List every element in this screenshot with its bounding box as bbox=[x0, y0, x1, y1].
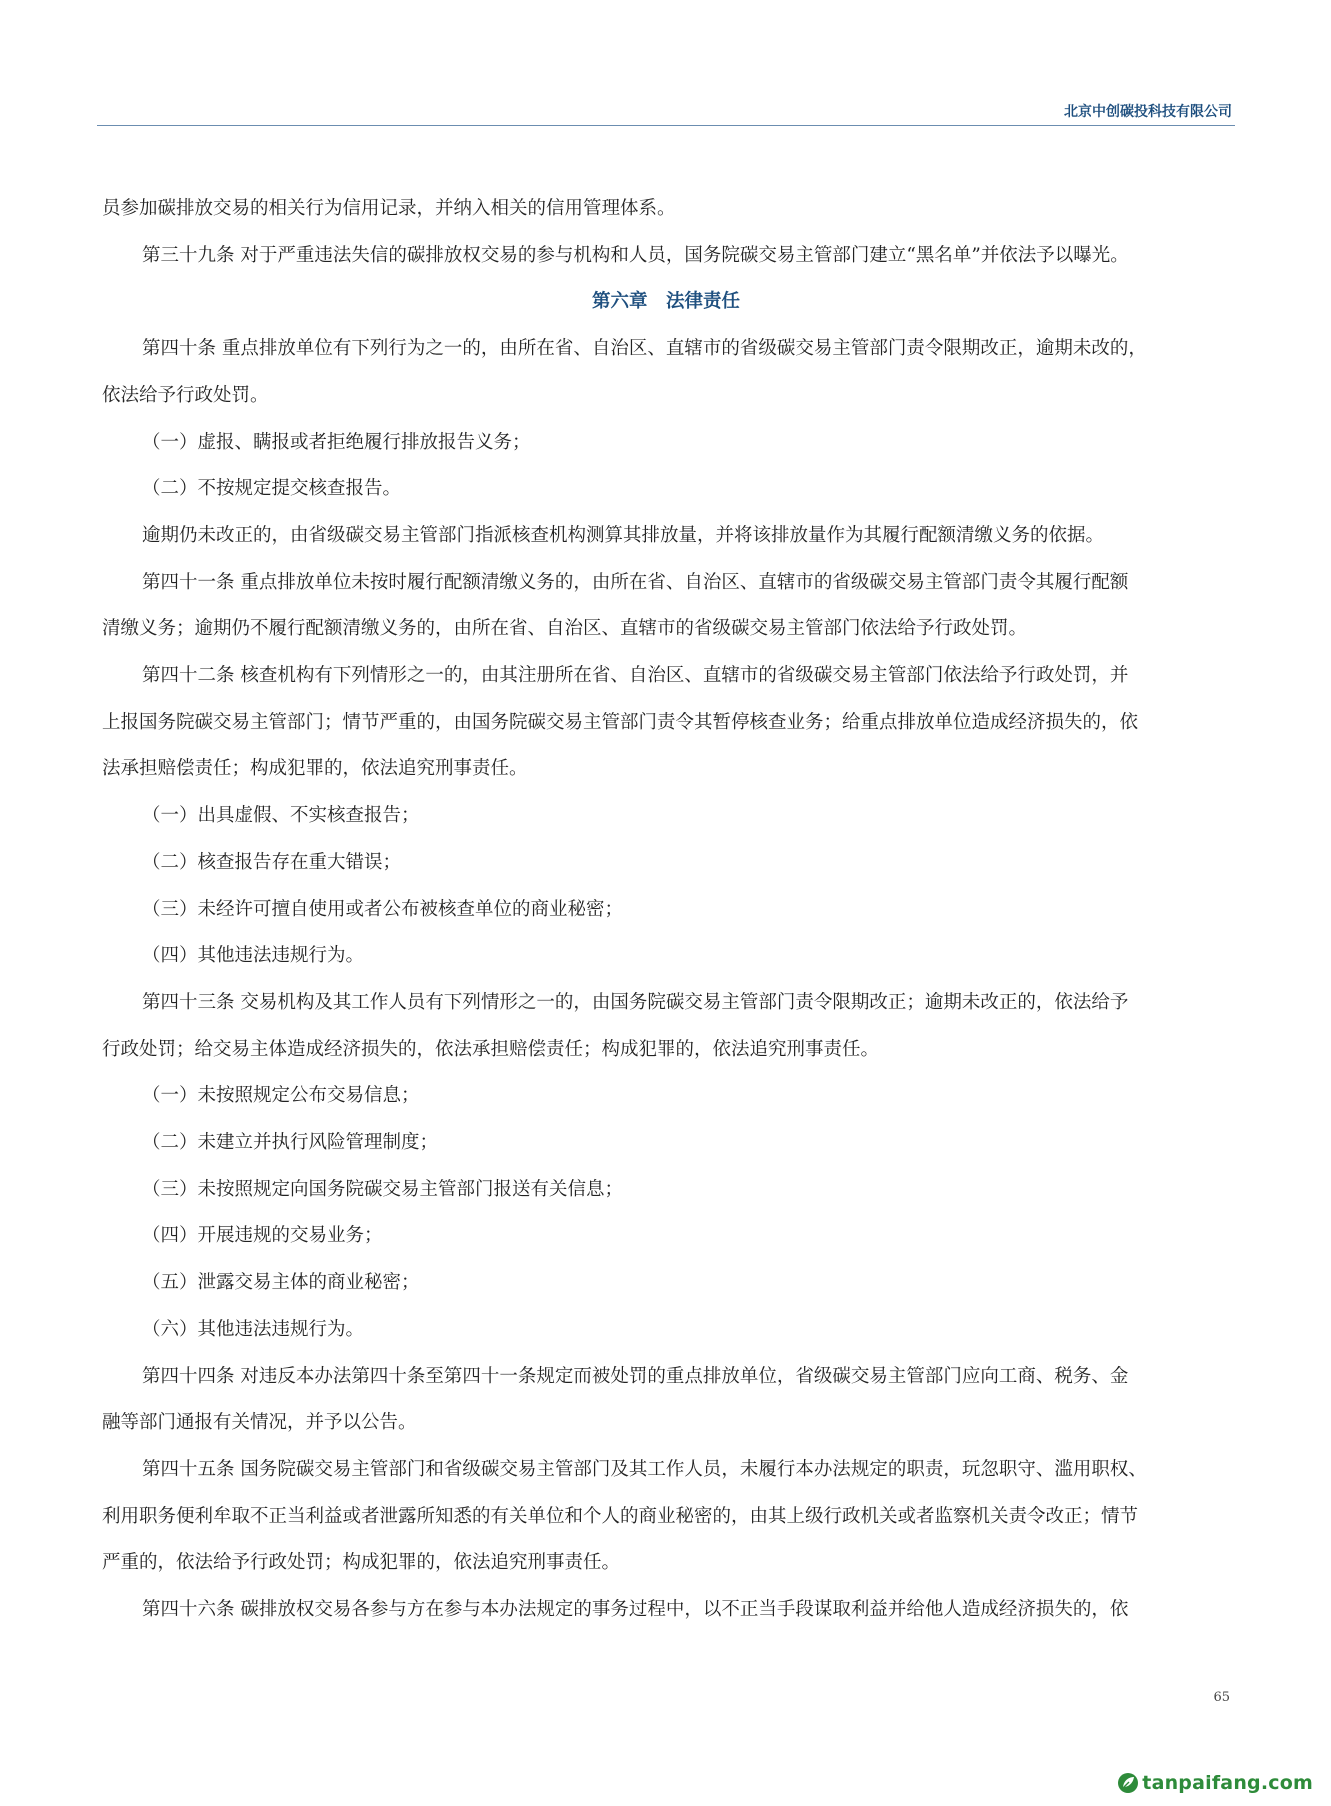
header-org-name: 北京中创碳投科技有限公司 bbox=[1064, 104, 1232, 120]
body-line: 逾期仍未改正的，由省级碳交易主管部门指派核查机构测算其排放量，并将该排放量作为其履行配额清缴义务的依据。 bbox=[142, 524, 1105, 546]
body-line: 第四十五条 国务院碳交易主管部门和省级碳交易主管部门及其工作人员，未履行本办法规定的职责，玩忽职守、滥用职权、 bbox=[142, 1458, 1147, 1480]
body-line: 员参加碳排放交易的相关行为信用记录，并纳入相关的信用管理体系。 bbox=[102, 198, 676, 219]
body-line: （二）核查报告存在重大错误； bbox=[142, 851, 402, 873]
body-line: （一）未按照规定公布交易信息； bbox=[142, 1085, 420, 1107]
body-line: 依法给予行政处罚。 bbox=[102, 384, 269, 406]
body-line: 行政处罚；给交易主体造成经济损失的，依法承担赔偿责任；构成犯罪的，依法追究刑事责任。 bbox=[102, 1038, 880, 1060]
body-line: 第三十九条 对于严重违法失信的碳排放权交易的参与机构和人员，国务院碳交易主管部门建立“黑名单”并依法予以曝光。 bbox=[142, 244, 1129, 266]
leaf-logo-icon bbox=[1117, 1772, 1139, 1794]
body-line: 严重的，依法给予行政处罚；构成犯罪的，依法追究刑事责任。 bbox=[102, 1552, 621, 1574]
body-line: 法承担赔偿责任；构成犯罪的，依法追究刑事责任。 bbox=[102, 758, 528, 780]
body-line: 融等部门通报有关情况，并予以公告。 bbox=[102, 1412, 417, 1434]
body-line: 第四十二条 核查机构有下列情形之一的，由其注册所在省、自治区、直辖市的省级碳交易主管部门依法给予行政处罚，并 bbox=[142, 665, 1129, 687]
body-line: 第四十一条 重点排放单位未按时履行配额清缴义务的，由所在省、自治区、直辖市的省级碳交易主管部门责令其履行配额 bbox=[142, 571, 1129, 593]
body-line: （四）其他违法违规行为。 bbox=[142, 945, 365, 967]
header-divider bbox=[97, 125, 1235, 126]
chapter-heading: 第六章 法律责任 bbox=[591, 291, 740, 313]
watermark bbox=[1117, 1772, 1313, 1794]
body-line: （四）开展违规的交易业务； bbox=[142, 1225, 383, 1247]
body-line: （一）出具虚假、不实核查报告； bbox=[142, 805, 420, 827]
body-line: （三）未按照规定向国务院碳交易主管部门报送有关信息； bbox=[142, 1178, 624, 1200]
body-line: （三）未经许可擅自使用或者公布被核查单位的商业秘密； bbox=[142, 898, 624, 920]
body-line: 第四十四条 对违反本办法第四十条至第四十一条规定而被处罚的重点排放单位，省级碳交易主管部门应向工商、税务、金 bbox=[142, 1365, 1129, 1387]
document-body bbox=[102, 186, 1230, 1634]
body-line: 利用职务便利牟取不正当利益或者泄露所知悉的有关单位和个人的商业秘密的，由其上级行政机关或者监察机关责令改正；情节 bbox=[102, 1505, 1139, 1527]
body-line: （二）未建立并执行风险管理制度； bbox=[142, 1132, 439, 1154]
body-line: 第四十六条 碳排放权交易各参与方在参与本办法规定的事务过程中，以不正当手段谋取利益并给他人造成经济损失的，依 bbox=[142, 1599, 1129, 1621]
watermark-text: tanpaifang.com bbox=[1142, 1772, 1313, 1794]
body-line: 上报国务院碳交易主管部门；情节严重的，由国务院碳交易主管部门责令其暂停核查业务；给重点排放单位造成经济损失的，依 bbox=[102, 711, 1139, 733]
page-number: 65 bbox=[1213, 1690, 1230, 1705]
body-line: 第四十三条 交易机构及其工作人员有下列情形之一的，由国务院碳交易主管部门责令限期改正；逾期未改正的，依法给予 bbox=[142, 991, 1129, 1013]
body-line: （六）其他违法违规行为。 bbox=[142, 1318, 365, 1340]
body-line: （一）虚报、瞒报或者拒绝履行排放报告义务； bbox=[142, 431, 531, 453]
body-line: 第四十条 重点排放单位有下列行为之一的，由所在省、自治区、直辖市的省级碳交易主管部门责令限期改正，逾期未改的， bbox=[142, 338, 1147, 360]
body-line: （五）泄露交易主体的商业秘密； bbox=[142, 1272, 420, 1294]
body-line: 清缴义务；逾期仍不履行配额清缴义务的，由所在省、自治区、直辖市的省级碳交易主管部门依法给予行政处罚。 bbox=[102, 618, 1028, 640]
body-line: （二）不按规定提交核查报告。 bbox=[142, 478, 402, 500]
